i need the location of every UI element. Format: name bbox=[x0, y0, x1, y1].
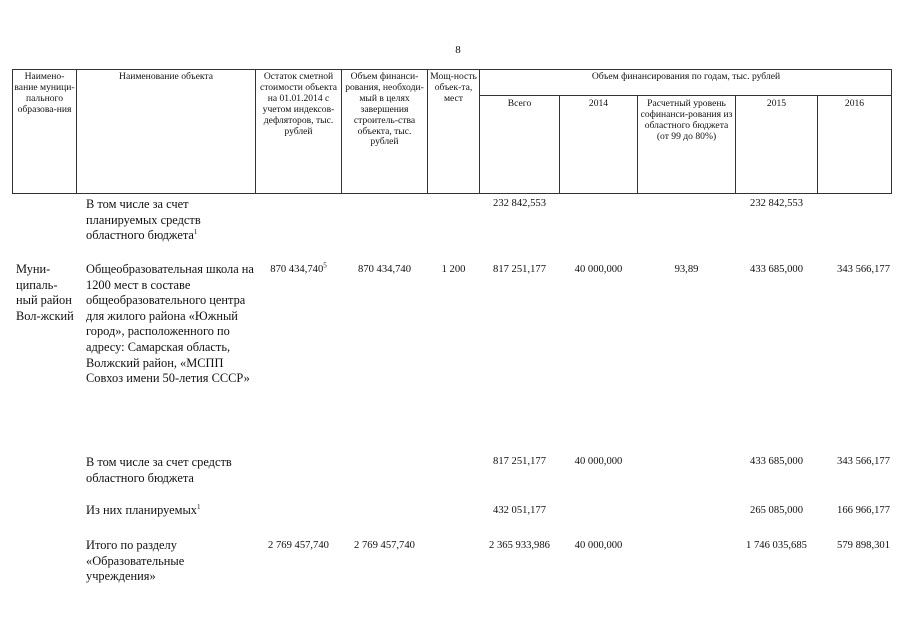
header-year-2016: 2016 bbox=[844, 98, 865, 109]
row2-financing-volume: 870 434,740 bbox=[358, 264, 411, 275]
row2-year-2016: 343 566,177 bbox=[837, 264, 890, 275]
row2-cofinancing-level: 93,89 bbox=[674, 264, 699, 275]
row5-year-2014: 40 000,000 bbox=[574, 540, 623, 551]
header-year-2015: 2015 bbox=[766, 98, 787, 109]
row5-remaining-cost: 2 769 457,740 bbox=[268, 540, 329, 551]
row5-total: 2 365 933,986 bbox=[489, 540, 550, 551]
header-financing-by-years: Объем финансирования по годам, тыс. рублей bbox=[591, 71, 781, 82]
header-year-2014: 2014 bbox=[588, 98, 609, 109]
header-object-name: Наименование объекта bbox=[119, 71, 213, 82]
header-remaining-cost: Остаток сметной стоимости объекта на 01.01.2014 с учетом индексов-дефляторов, тыс. рублей bbox=[259, 71, 338, 137]
row1-year-2015: 232 842,553 bbox=[750, 198, 803, 209]
row5-year-2015: 1 746 035,685 bbox=[746, 540, 807, 551]
row4-year-2016: 166 966,177 bbox=[837, 505, 890, 516]
row4-year-2015: 265 085,000 bbox=[750, 505, 803, 516]
row5-financing-volume: 2 769 457,740 bbox=[354, 540, 415, 551]
row2-year-2015: 433 685,000 bbox=[750, 264, 803, 275]
row3-year-2016: 343 566,177 bbox=[837, 456, 890, 467]
row2-object-name: Общеобразовательная школа на 1200 мест в составе общеобразовательного центра для жилого района «Южный город», расположенного по адресу: Самарская область, Волжский район, «МСПП Совхоз имени 50-летия СССР» bbox=[86, 262, 254, 386]
row2-total: 817 251,177 bbox=[493, 264, 546, 275]
header-financing-volume: Объем финанси-рования, необходи-мый в целях завершения строитель-ства объекта, тыс. рублей bbox=[345, 71, 424, 148]
row2-remaining-cost: 870 434,740$^5$ bbox=[270, 261, 327, 275]
row2-municipality: Муни-ципаль-ный район Вол-жский bbox=[16, 262, 74, 323]
row3-year-2014: 40 000,000 bbox=[574, 456, 623, 467]
header-municipality: Наимено-вание муници-пального образова-ния bbox=[14, 71, 75, 115]
row5-year-2016: 579 898,301 bbox=[837, 540, 890, 551]
row3-object-name: В том числе за счет средств областного бюджета bbox=[86, 455, 232, 485]
row3-total: 817 251,177 bbox=[493, 456, 546, 467]
row2-capacity: 1 200 bbox=[441, 264, 466, 275]
row4-total: 432 051,177 bbox=[493, 505, 546, 516]
row3-year-2015: 433 685,000 bbox=[750, 456, 803, 467]
header-total: Всего bbox=[507, 98, 532, 109]
header-cofinancing-level: Расчетный уровень софинанси-рования из областного бюджета (от 99 до 80%) bbox=[640, 98, 733, 142]
page-number: 8 bbox=[455, 44, 461, 56]
row5-object-name: Итого по разделу «Образовательные учреждения» bbox=[86, 538, 185, 584]
row1-total: 232 842,553 bbox=[493, 198, 546, 209]
row4-object-name: Из них планируемых$^1$ bbox=[86, 502, 201, 517]
row1-object-name: В том числе за счет планируемых средств областного бюджета$^1$ bbox=[86, 197, 201, 243]
row2-year-2014: 40 000,000 bbox=[574, 264, 623, 275]
header-capacity: Мощ-ность объек-та, мест bbox=[430, 71, 477, 104]
